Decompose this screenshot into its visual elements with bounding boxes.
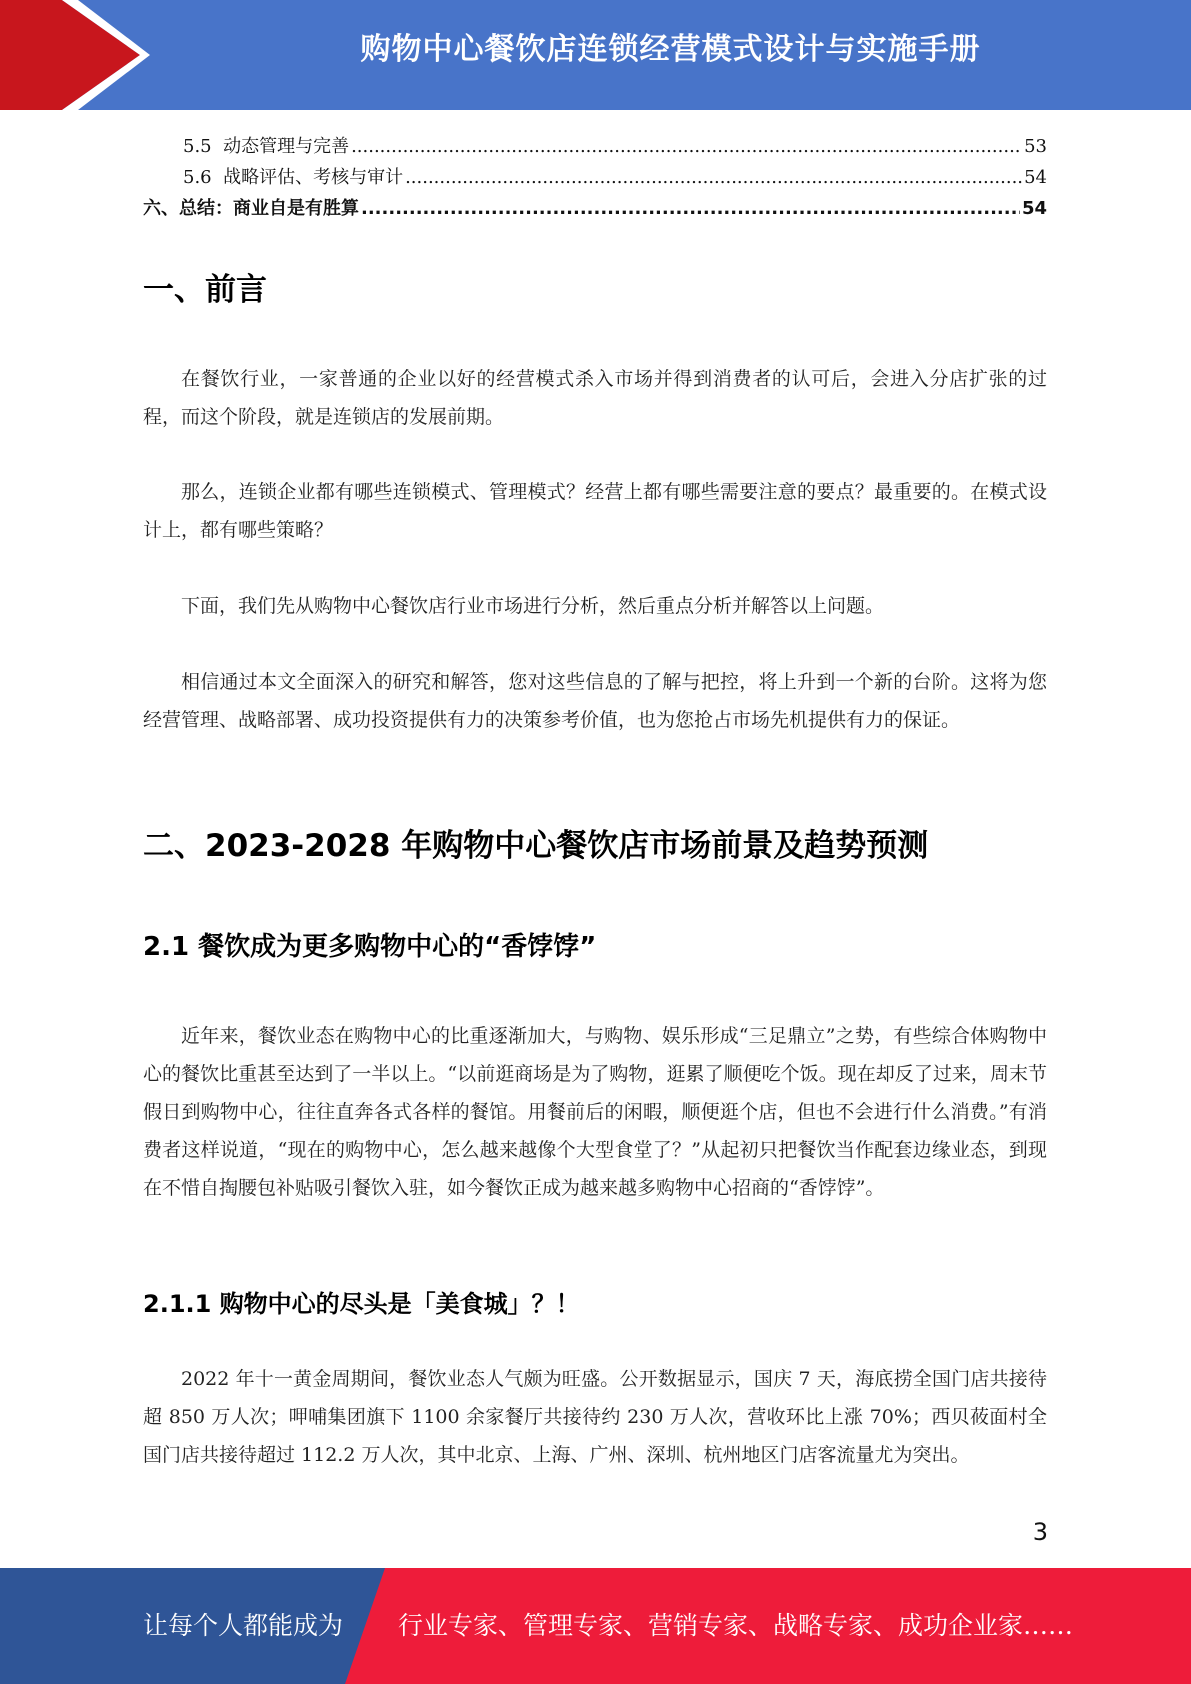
page-header <box>0 0 1191 110</box>
toc-entry-page: 54 <box>1024 167 1047 188</box>
subsection-heading-2-1-1: 2.1.1 购物中心的尽头是「美食城」？！ <box>143 1290 580 1318</box>
paragraph: 2022 年十一黄金周期间，餐饮业态人气颇为旺盛。公开数据显示，国庆 7 天，海底捞全国门店共接待超 850 万人次；呷哺集团旗下 1100 余家餐厅共接待约 230 万人次，营收环比上涨 70%；西贝莜面村全国门店共接待超过 112.2 万人次，其中北京、上海、广州、深圳、杭州地区门店客流量尤为突出。 <box>143 1368 1047 1466</box>
page-footer <box>0 1568 1191 1684</box>
toc-entry-label: 六、总结：商业自是有胜算 <box>143 198 359 219</box>
toc-leader-dots <box>405 167 1022 189</box>
paragraph: 近年来，餐饮业态在购物中心的比重逐渐加大，与购物、娱乐形成“三足鼎立”之势，有些综合体购物中心的餐饮比重甚至达到了一半以上。“以前逛商场是为了购物，逛累了顺便吃个饭。现在却反了过来，周末节假日到购物中心，往往直奔各式各样的餐馆。用餐前后的闲暇，顺便逛个店，但也不会进行什么消费。”有消费者这样说道，“现在的购物中心，怎么越来越像个大型食堂了？”从起初只把餐饮当作配套边缘业态，到现在不惜自掏腰包补贴吸引餐饮入驻，如今餐饮正成为越来越多购物中心招商的“香饽饽”。 <box>143 1025 1047 1199</box>
paragraph: 下面，我们先从购物中心餐饮店行业市场进行分析，然后重点分析并解答以上问题。 <box>181 595 885 617</box>
toc-entry-page: 54 <box>1021 198 1047 219</box>
toc-entry-page: 53 <box>1024 136 1047 157</box>
toc-entry-label: 5.5 动态管理与完善 <box>183 136 350 157</box>
document-title: 购物中心餐饮店连锁经营模式设计与实施手册 <box>360 32 981 67</box>
page-number: 3 <box>1032 1518 1048 1546</box>
toc-leader-dots <box>351 136 1022 158</box>
toc-entry[interactable] <box>143 190 1047 220</box>
footer-slogan-right: 行业专家、管理专家、营销专家、战略专家、成功企业家…… <box>398 1611 1074 1640</box>
toc-entry[interactable] <box>143 159 1047 189</box>
toc-entry-label: 5.6 战略评估、考核与审计 <box>183 167 404 188</box>
subsection-heading-2-1: 2.1 餐饮成为更多购物中心的“香饽饽” <box>143 932 597 962</box>
paragraph: 相信通过本文全面深入的研究和解答，您对这些信息的了解与把控，将上升到一个新的台阶。这将为您经营管理、战略部署、成功投资提供有力的决策参考价值，也为您抢占市场先机提供有力的保证。 <box>143 671 1047 731</box>
toc-leader-dots <box>361 198 1020 220</box>
paragraph: 在餐饮行业，一家普通的企业以好的经营模式杀入市场并得到消费者的认可后，会进入分店扩张的过程，而这个阶段，就是连锁店的发展前期。 <box>143 368 1047 428</box>
paragraph: 那么，连锁企业都有哪些连锁模式、管理模式？经营上都有哪些需要注意的要点？最重要的。在模式设计上，都有哪些策略？ <box>143 481 1047 541</box>
section-heading-preface: 一、前言 <box>143 272 267 308</box>
toc-entry[interactable] <box>143 128 1047 158</box>
footer-slogan-left: 让每个人都能成为 <box>143 1611 344 1640</box>
section-heading-market-forecast: 二、2023-2028 年购物中心餐饮店市场前景及趋势预测 <box>143 828 929 864</box>
